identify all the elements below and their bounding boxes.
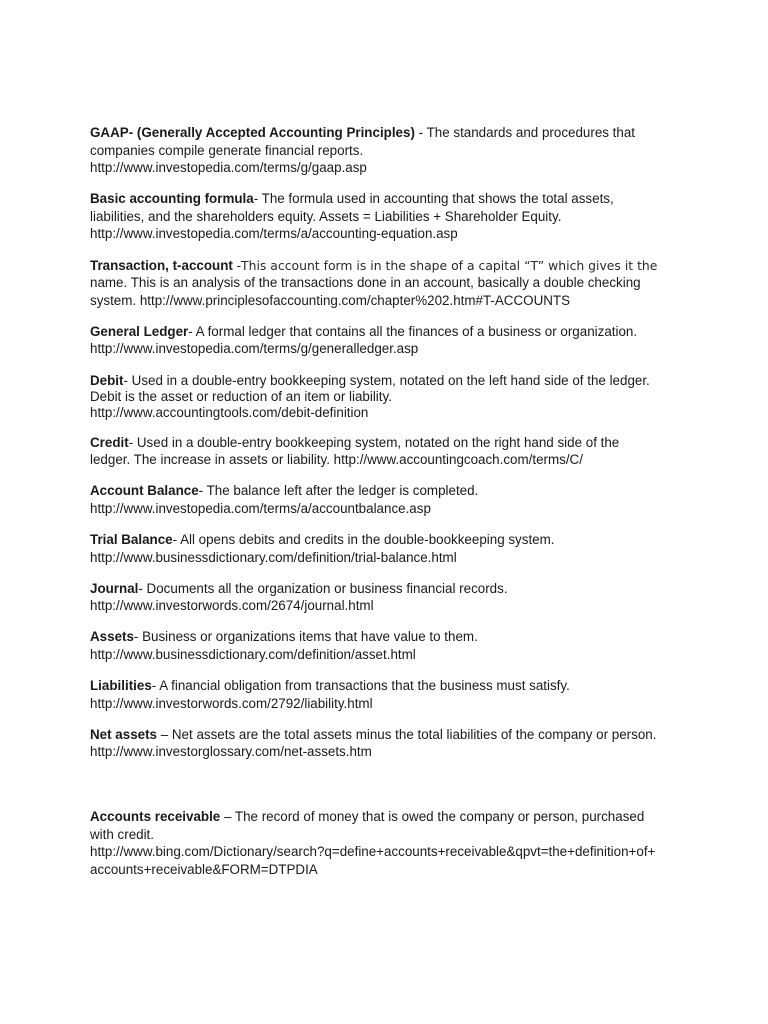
- reference-link[interactable]: http://www.investopedia.com/terms/a/accounting-equation.asp: [90, 226, 458, 242]
- entry-net-assets: [90, 726, 690, 761]
- entry-trial-balance: [90, 531, 690, 566]
- term-title: Liabilities: [90, 678, 152, 694]
- term-definition: liabilities, and the shareholders equity. Assets = Liabilities + Shareholder Equity.: [90, 208, 562, 224]
- term-definition: - A financial obligation from transactions that the business must satisfy.: [151, 678, 570, 694]
- term-title: Journal: [90, 580, 139, 596]
- term-title: Trial Balance: [90, 532, 173, 547]
- term-definition-with-link[interactable]: system. http://www.principlesofaccounting.com/chapter%202.htm#T-ACCOUNTS: [90, 292, 571, 308]
- entry-liabilities: [90, 677, 690, 712]
- term-definition: - A formal ledger that contains all the finances of a business or organization.: [188, 323, 638, 339]
- term-definition-with-link[interactable]: ledger. The increase in assets or liability. http://www.accountingcoach.com/terms/C/: [90, 452, 583, 468]
- reference-link[interactable]: http://www.investorwords.com/2792/liability.html: [90, 695, 373, 711]
- term-definition: -: [232, 257, 242, 273]
- term-definition: - The balance left after the ledger is completed.: [198, 483, 479, 499]
- term-definition: – The record of money that is owed the company or person, purchased: [220, 808, 645, 824]
- reference-link[interactable]: http://www.businessdictionary.com/definition/asset.html: [90, 646, 416, 662]
- term-title: Debit: [90, 372, 124, 388]
- term-definition: Debit is the asset or reduction of an item or liability.: [90, 389, 392, 405]
- entry-assets: [90, 628, 690, 663]
- term-definition: name. This is an analysis of the transactions done in an account, basically a double checking: [90, 275, 641, 291]
- term-definition: with credit.: [90, 826, 154, 842]
- term-definition: - The standards and procedures that: [414, 125, 636, 140]
- reference-link[interactable]: http://www.investorglossary.com/net-assets.htm: [90, 744, 372, 760]
- term-title: Account Balance: [90, 483, 199, 499]
- entry-accounts-receivable: [90, 808, 690, 878]
- term-title: General Ledger: [90, 323, 189, 339]
- term-definition: - All opens debits and credits in the double-bookkeeping system.: [172, 532, 555, 547]
- entry-account-balance: [90, 482, 690, 517]
- entry-transaction-t-account: [90, 257, 690, 310]
- reference-link[interactable]: http://www.bing.com/Dictionary/search?q=define+accounts+receivable&qpvt=the+definition+of+: [90, 844, 656, 860]
- entry-credit: [90, 434, 690, 469]
- term-definition: – Net assets are the total assets minus the total liabilities of the company or person.: [157, 726, 657, 742]
- reference-link[interactable]: http://www.investopedia.com/terms/g/generalledger.asp: [90, 341, 419, 357]
- term-title: Basic accounting formula: [90, 191, 254, 207]
- term-title: Credit: [90, 434, 129, 450]
- reference-link[interactable]: http://www.investopedia.com/terms/g/gaap.asp: [90, 160, 367, 176]
- term-definition: This account form is in the shape of a capital “T” which gives it the: [241, 257, 658, 273]
- term-definition: - The formula used in accounting that shows the total assets,: [253, 191, 614, 207]
- reference-link[interactable]: http://www.accountingtools.com/debit-definition: [90, 404, 369, 420]
- entry-journal: [90, 580, 690, 615]
- document-page: [90, 124, 690, 892]
- entry-general-ledger: [90, 323, 690, 358]
- reference-link-continued[interactable]: accounts+receivable&FORM=DTPDIA: [90, 861, 318, 877]
- term-title: Net assets: [90, 726, 157, 742]
- term-title: Accounts receivable: [90, 808, 221, 824]
- entry-basic-accounting-formula: [90, 190, 690, 243]
- term-title: Transaction, t-account: [90, 257, 233, 273]
- term-definition: - Documents all the organization or business financial records.: [138, 580, 508, 596]
- term-definition: - Used in a double-entry bookkeeping system, notated on the left hand side of the ledger.: [123, 372, 650, 388]
- entry-debit: [90, 372, 690, 421]
- term-definition: - Business or organizations items that have value to them.: [133, 629, 478, 645]
- term-definition: - Used in a double-entry bookkeeping system, notated on the right hand side of the: [128, 434, 620, 450]
- term-definition: companies compile generate financial reports.: [90, 142, 364, 158]
- entry-gaap: [90, 124, 690, 177]
- reference-link[interactable]: http://www.investorwords.com/2674/journal.html: [90, 598, 374, 614]
- reference-link[interactable]: http://www.investopedia.com/terms/a/accountbalance.asp: [90, 500, 431, 516]
- term-title: Assets: [90, 629, 134, 645]
- reference-link[interactable]: http://www.businessdictionary.com/definition/trial-balance.html: [90, 549, 457, 565]
- term-title: GAAP- (Generally Accepted Accounting Principles): [90, 125, 415, 140]
